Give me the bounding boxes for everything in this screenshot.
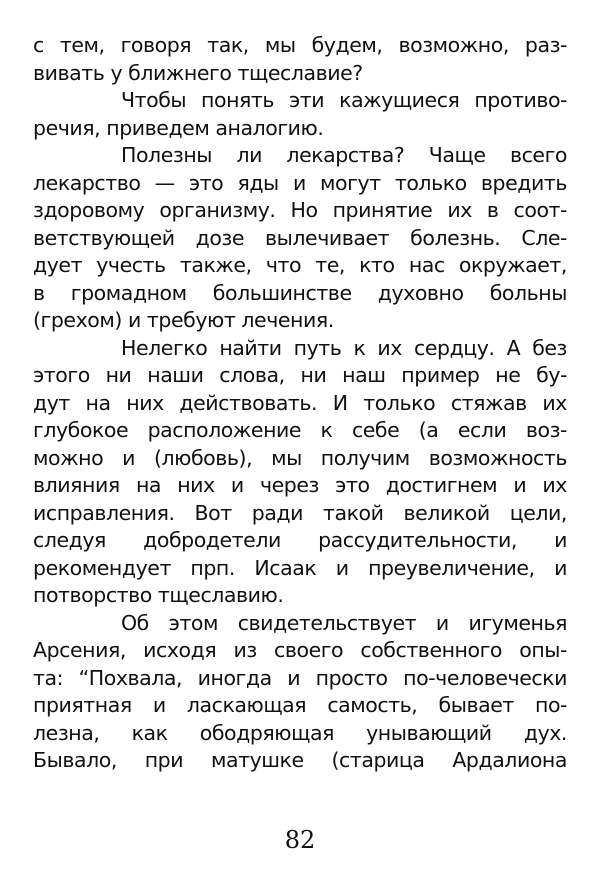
text-line: лекарство — это яды и могут только вредить (33, 170, 567, 195)
text-line: влияния на них и через это достигнем и их (33, 473, 567, 497)
text-line: здоровому организму. Но принятие их в соот- (33, 198, 567, 222)
text-line: потворство тщеславию. (33, 583, 284, 607)
text-line: Бывало, при матушке (старица Ардалиона (33, 748, 567, 772)
page-number: 82 (284, 826, 316, 854)
text-line: Нелегко найти путь к их сердцу. А без (121, 335, 567, 360)
text-line: (грехом) и требуют лечения. (33, 308, 334, 332)
text-line: приятная и ласкающая самость, бывает по- (33, 693, 567, 717)
text-line: рекомендует прп. Исаак и преувеличение, и (33, 555, 567, 580)
text-line: Чтобы понять эти кажущиеся противо- (121, 88, 567, 112)
text-line: в громадном большинстве духовно больны (33, 280, 567, 305)
text-line: Полезны ли лекарства? Чаще всего (121, 143, 567, 167)
text-line: Об этом свидетельствует и игуменья (121, 610, 567, 635)
text-line: можно и (любовь), мы получим возможность (33, 445, 567, 470)
text-line: этого ни наши слова, ни наш пример не бу- (33, 363, 567, 387)
text-line: вивать у ближнего тщеславие? (33, 60, 363, 85)
text-line: с тем, говоря так, мы будем, возможно, раз- (33, 33, 567, 57)
text-line: ветствующей дозе вылечивает болезнь. Сле- (33, 225, 567, 250)
text-line: лезна, как ободряющая унывающий дух. (33, 720, 567, 745)
text-line: следуя добродетели рассудительности, и (33, 528, 567, 552)
text-line: Арсения, исходя из своего собственного опы- (33, 638, 567, 662)
text-line: та: “Похвала, иногда и просто по-человечески (33, 665, 567, 690)
text-line: глубокое расположение к себе (а если воз- (33, 418, 567, 442)
body-text (33, 32, 567, 775)
text-line: исправления. Вот ради такой великой цели, (33, 500, 567, 525)
text-line: дут на них действовать. И только стяжав их (33, 390, 567, 415)
text-line: дует учесть также, что те, кто нас окружает, (33, 253, 567, 277)
text-line: речия, приведем аналогию. (33, 115, 324, 140)
